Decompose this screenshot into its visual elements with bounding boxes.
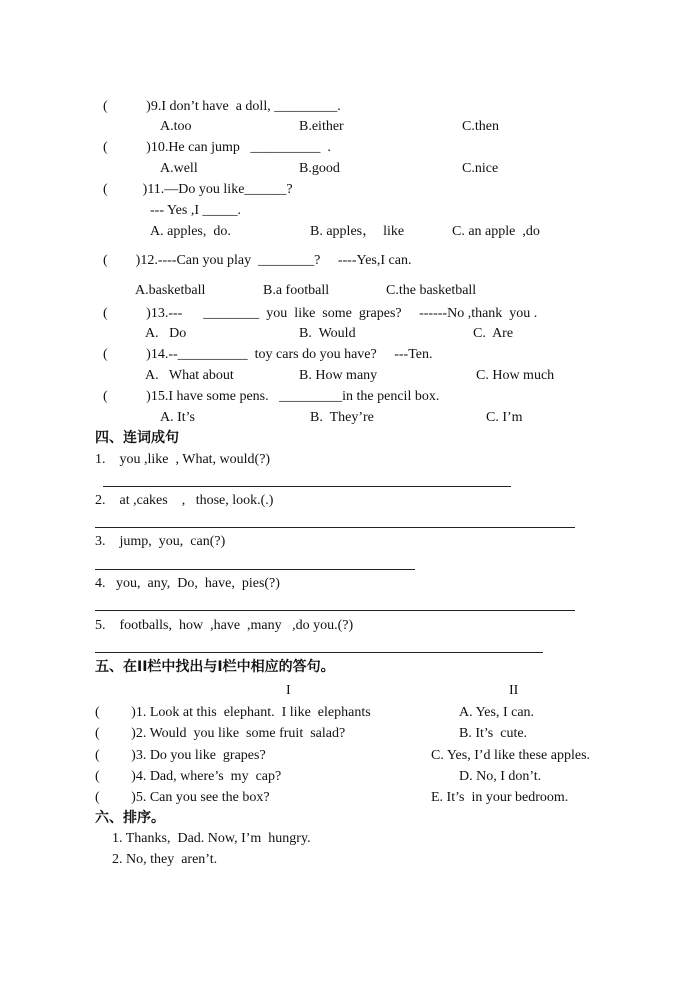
q15-option-c: C. I’m [486,410,523,425]
match-answer-e: E. It’s in your bedroom. [431,790,569,805]
answer-line-1[interactable] [103,486,511,487]
q10-option-b: B.good [299,161,340,176]
section4-item-2: 2. at ,cakes , those, look.(.) [95,493,274,508]
q14-option-a: A. What about [145,368,234,383]
column-2-header: II [509,683,519,698]
q14-option-b: B. How many [299,368,378,383]
section5-title: 五、在II栏中找出与I栏中相应的答句。 [95,659,335,675]
answer-line-5[interactable] [95,652,543,653]
q10-option-c: C.nice [462,161,499,176]
q12-option-a: A.basketball [135,283,206,298]
match-question-5: ( )5. Can you see the box? [95,790,270,805]
q11-sub: --- Yes ,I _____. [150,203,241,218]
column-1-header: I [286,683,291,698]
q13-option-a: A. Do [145,326,187,341]
q10-stem: ( )10.He can jump __________ . [103,140,331,155]
answer-line-2[interactable] [95,527,575,528]
q15-stem: ( )15.I have some pens. _________in the pencil box. [103,389,440,404]
section4-item-4: 4. you, any, Do, have, pies(?) [95,576,280,591]
order-item-2: 2. No, they aren’t. [112,852,218,867]
match-answer-c: C. Yes, I’d like these apples. [431,748,591,763]
q11-option-a: A. apples, do. [150,224,231,239]
q12-option-c: C.the basketball [386,283,477,298]
q12-stem: ( )12.----Can you play ________? ----Yes,I can. [103,253,412,268]
answer-line-3[interactable] [95,569,415,570]
q14-option-c: C. How much [476,368,555,383]
match-question-1: ( )1. Look at this elephant. I like elephants [95,705,371,720]
q14-stem: ( )14.--__________ toy cars do you have? ---Ten. [103,347,433,362]
section6-title: 六、排序。 [95,810,165,826]
q9-option-b: B.either [299,119,344,134]
match-answer-b: B. It’s cute. [459,726,528,741]
q13-option-c: C. Are [473,326,514,341]
match-question-4: ( )4. Dad, where’s my cap? [95,769,282,784]
q13-option-b: B. Would [299,326,356,341]
q11-option-c: C. an apple ,do [452,224,540,239]
q12-option-b: B.a football [263,283,330,298]
answer-line-4[interactable] [95,610,575,611]
section4-item-3: 3. jump, you, can(?) [95,534,226,549]
q11-option-b: B. apples， like [310,224,405,239]
q10-option-a: A.well [160,161,198,176]
q9-option-a: A.too [160,119,192,134]
q15-option-a: A. It’s [160,410,195,425]
section4-item-5: 5. footballs, how ,have ,many ,do you.(?) [95,618,354,633]
section4-title: 四、连词成句 [95,430,179,446]
match-question-3: ( )3. Do you like grapes? [95,748,266,763]
match-answer-a: A. Yes, I can. [459,705,535,720]
match-answer-d: D. No, I don’t. [459,769,542,784]
order-item-1: 1. Thanks, Dad. Now, I’m hungry. [112,831,311,846]
match-question-2: ( )2. Would you like some fruit salad? [95,726,346,741]
q13-stem: ( )13.--- ________ you like some grapes? ------No ,thank you . [103,306,538,321]
q9-option-c: C.then [462,119,499,134]
q11-stem: ( )11.—Do you like______? [103,182,293,197]
q9-stem: ( )9.I don’t have a doll, _________. [103,99,341,114]
q15-option-b: B. They’re [310,410,374,425]
section4-item-1: 1. you ,like , What, would(?) [95,452,271,467]
